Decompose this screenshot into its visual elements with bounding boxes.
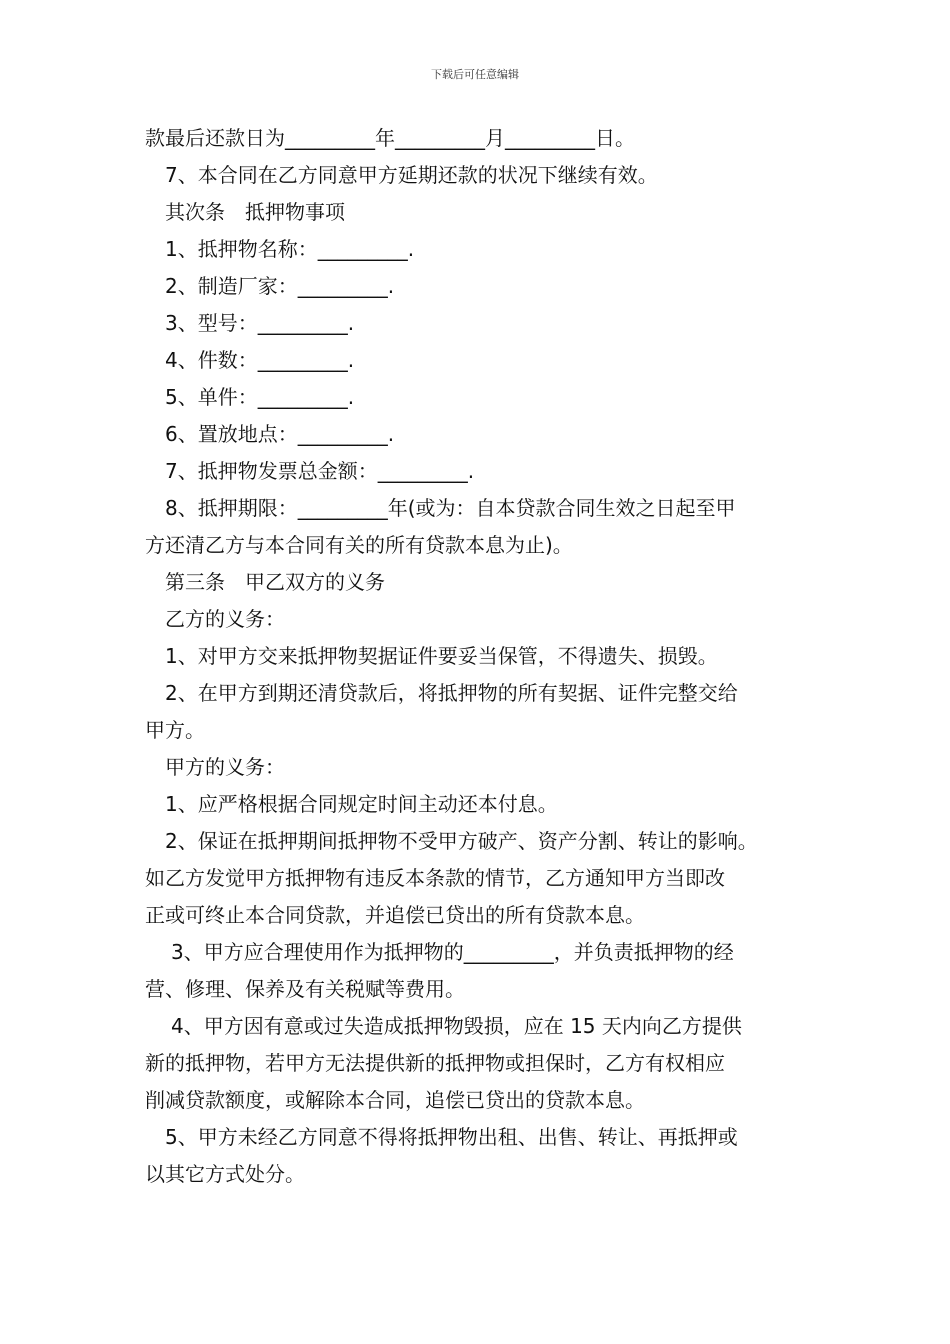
text-line: 方还清乙方与本合同有关的所有贷款本息为止)。 bbox=[145, 533, 573, 557]
text-line: 甲方。 bbox=[145, 718, 205, 742]
text-line: 新的抵押物，若甲方无法提供新的抵押物或担保时，乙方有权相应 bbox=[145, 1051, 725, 1075]
text-line: 以其它方式处分。 bbox=[145, 1162, 305, 1186]
text-line: 5、单件：_________. bbox=[165, 385, 355, 409]
text-line: 2、制造厂家：_________. bbox=[165, 274, 395, 298]
text-line: 营、修理、保养及有关税赋等费用。 bbox=[145, 977, 465, 1001]
document-body bbox=[145, 120, 825, 1193]
text-line: 7、本合同在乙方同意甲方延期还款的状况下继续有效。 bbox=[165, 163, 658, 187]
text-line: 8、抵押期限：_________年(或为：自本贷款合同生效之日起至甲 bbox=[165, 496, 736, 520]
text-line: 4、甲方因有意或过失造成抵押物毁损，应在 15 天内向乙方提供 bbox=[171, 1014, 742, 1038]
text-line: 第三条 甲乙双方的义务 bbox=[165, 570, 385, 594]
text-line: 1、对甲方交来抵押物契据证件要妥当保管，不得遗失、损毁。 bbox=[165, 644, 718, 668]
text-line: 4、件数：_________. bbox=[165, 348, 355, 372]
text-line: 5、甲方未经乙方同意不得将抵押物出租、出售、转让、再抵押或 bbox=[165, 1125, 738, 1149]
text-line: 3、型号：_________. bbox=[165, 311, 355, 335]
text-line: 2、保证在抵押期间抵押物不受甲方破产、资产分割、转让的影响。 bbox=[165, 829, 758, 853]
text-line: 其次条 抵押物事项 bbox=[165, 200, 345, 224]
text-line: 6、置放地点：_________. bbox=[165, 422, 395, 446]
text-line: 1、应严格根据合同规定时间主动还本付息。 bbox=[165, 792, 558, 816]
text-line: 7、抵押物发票总金额：_________. bbox=[165, 459, 475, 483]
text-line: 款最后还款日为_________年_________月_________日。 bbox=[145, 126, 635, 150]
text-line: 乙方的义务： bbox=[165, 607, 285, 631]
text-line: 如乙方发觉甲方抵押物有违反本条款的情节，乙方通知甲方当即改 bbox=[145, 866, 725, 890]
text-line: 1、抵押物名称：_________. bbox=[165, 237, 415, 261]
text-line: 2、在甲方到期还清贷款后，将抵押物的所有契据、证件完整交给 bbox=[165, 681, 738, 705]
text-line: 甲方的义务： bbox=[165, 755, 285, 779]
text-line: 正或可终止本合同贷款，并追偿已贷出的所有贷款本息。 bbox=[145, 903, 645, 927]
text-line: 3、甲方应合理使用作为抵押物的_________，并负责抵押物的经 bbox=[171, 940, 734, 964]
page-header: 下载后可任意编辑 bbox=[431, 68, 519, 81]
text-line: 削减贷款额度，或解除本合同，追偿已贷出的贷款本息。 bbox=[145, 1088, 645, 1112]
